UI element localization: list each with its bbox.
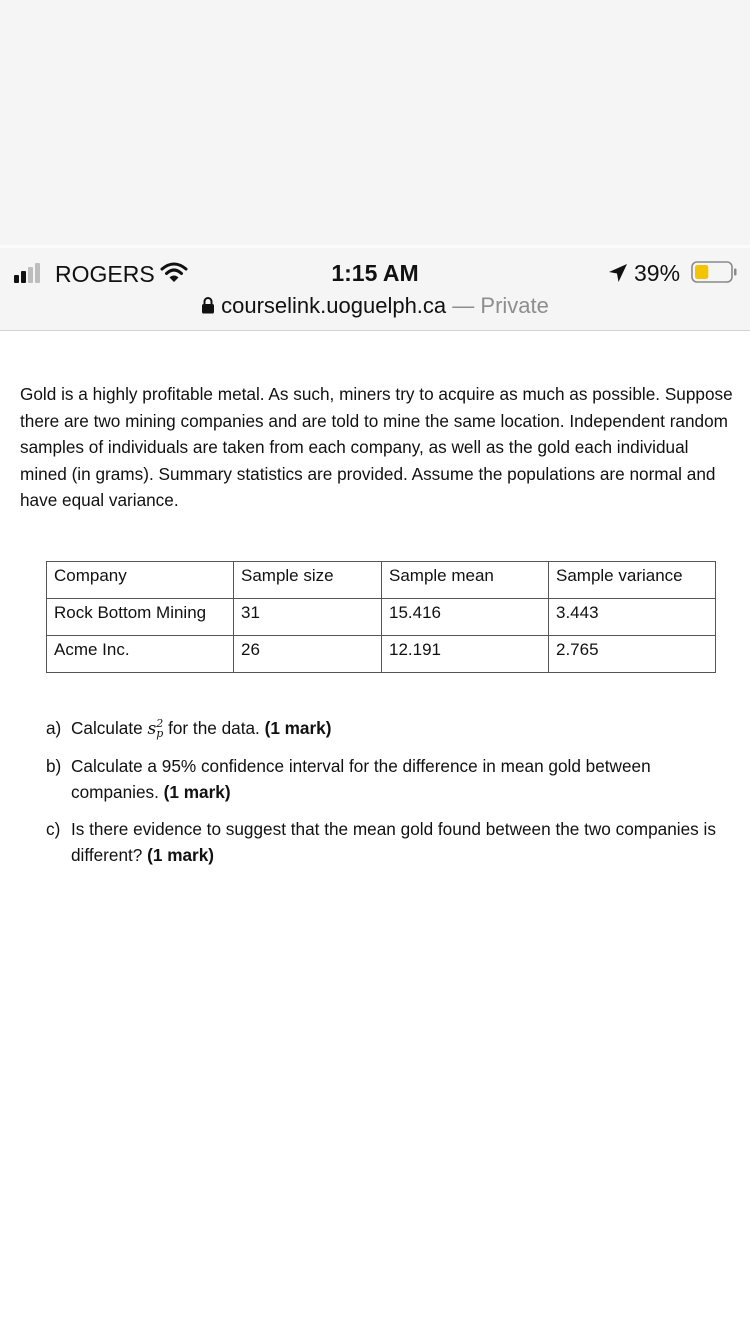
- table-cell: 3.443: [549, 599, 716, 636]
- table-header-row: [47, 562, 716, 599]
- question-text: Calculate: [71, 718, 148, 738]
- table-row: [47, 636, 716, 673]
- problem-intro: Gold is a highly profitable metal. As such, miners try to acquire as much as possible. Suppose there are two mining companies and are told to mine the same location. Independent random samples of individuals are taken from each company, as well as the gold each individual mined (in grams). Summary statistics are provided. Assume the populations are normal and have equal variance.: [20, 384, 733, 510]
- table-cell: 12.191: [382, 636, 549, 673]
- math-superscript: 2: [156, 717, 164, 730]
- location-arrow-icon: [607, 263, 629, 283]
- question-text: Calculate a 95% confidence interval for the difference in mean gold between companies.: [71, 756, 651, 802]
- lock-icon: [201, 296, 215, 314]
- table-cell: 2.765: [549, 636, 716, 673]
- question-mark-value: (1 mark): [147, 845, 215, 865]
- question-letter: c): [46, 819, 61, 839]
- question-c: [46, 816, 736, 868]
- status-time: 1:15 AM: [331, 260, 419, 286]
- battery-icon: [691, 261, 737, 283]
- math-subscript: p: [156, 727, 164, 740]
- carrier-name: ROGERS: [55, 261, 155, 287]
- table-header-cell: Sample variance: [549, 562, 716, 599]
- summary-statistics-table: [46, 561, 716, 673]
- question-mark-value: (1 mark): [163, 782, 231, 802]
- table-header-cell: Sample mean: [382, 562, 549, 599]
- private-mode-label: Private: [480, 293, 549, 318]
- url-domain: courselink.uoguelph.ca: [221, 293, 447, 318]
- address-bar[interactable]: [0, 289, 750, 331]
- question-list: [46, 715, 736, 879]
- question-mark-value: (1 mark): [264, 718, 332, 738]
- table-header-cell: Sample size: [234, 562, 382, 599]
- table-cell: Rock Bottom Mining: [47, 599, 234, 636]
- top-blank-area: [0, 0, 750, 245]
- table-cell: 26: [234, 636, 382, 673]
- table-header-cell: Company: [47, 562, 234, 599]
- table-cell: 31: [234, 599, 382, 636]
- question-letter: a): [46, 718, 62, 738]
- table-cell: Acme Inc.: [47, 636, 234, 673]
- question-a: [46, 715, 736, 742]
- pooled-variance-symbol: [147, 719, 163, 739]
- question-text: Is there evidence to suggest that the mean gold found between the two companies is different?: [71, 819, 716, 865]
- document-content: [0, 331, 750, 1334]
- table-row: [47, 599, 716, 636]
- battery-percent: 39%: [634, 260, 681, 286]
- question-b: [46, 753, 736, 805]
- address-display[interactable]: [201, 293, 549, 319]
- table-cell: 15.416: [382, 599, 549, 636]
- battery-level-fill: [695, 265, 708, 279]
- question-letter: b): [46, 756, 62, 776]
- url-separator: —: [452, 293, 475, 318]
- question-text: for the data.: [163, 718, 265, 738]
- math-base: s: [147, 719, 157, 739]
